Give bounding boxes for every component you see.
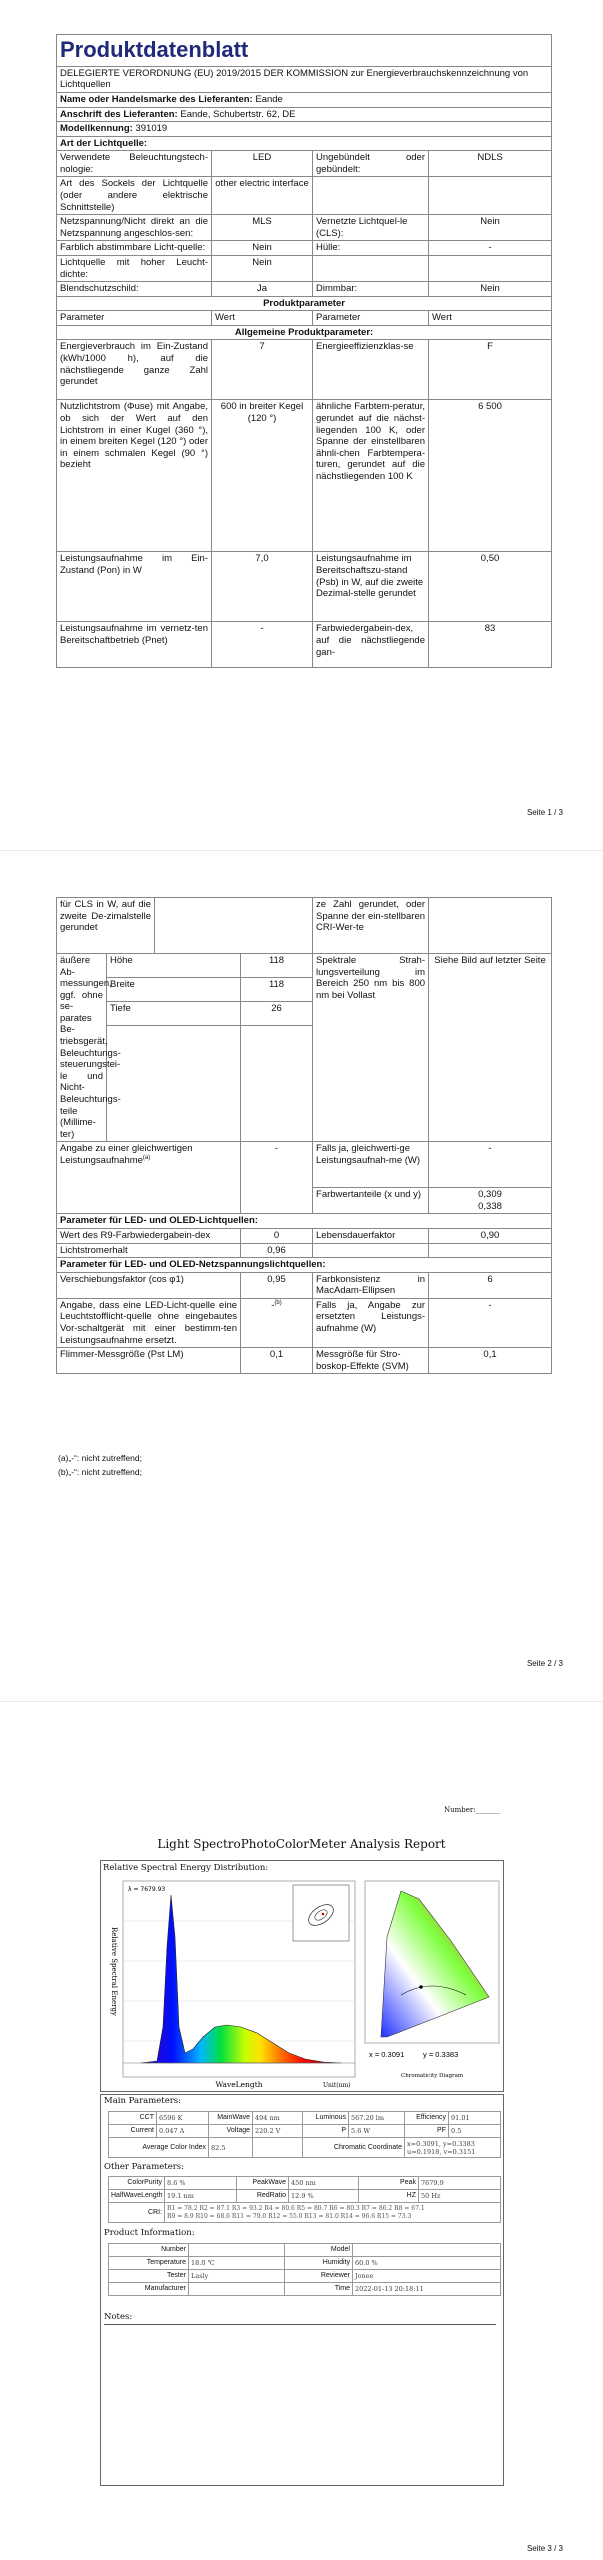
product-info-title: Product Information:	[104, 2228, 195, 2238]
spd-peak-note: λ = 7679.93	[128, 1886, 166, 1893]
spd-title: Relative Spectral Energy Distribution:	[103, 1863, 269, 1873]
page-number: Seite 1 / 3	[526, 808, 563, 817]
table-row: Blendschutzschild: Ja Dimmbar: Nein	[57, 282, 552, 297]
footnotes	[58, 1451, 142, 1480]
spd-y-label: Relative Spectral Energy	[110, 1927, 118, 2016]
mains-params-heading: Parameter für LED- und OLED-Netzspannungslichtquellen:	[57, 1258, 552, 1273]
page-title: Produktdatenblatt	[57, 35, 552, 67]
column-header-row: Parameter Wert Parameter Wert	[57, 311, 552, 326]
page-3	[0, 1702, 603, 2560]
macadam-inset	[293, 1885, 349, 1941]
table-row: Tester Lasly Reviewer Jonee	[109, 2270, 501, 2283]
table-row: Average Color Index 82.5 Chromatic Coordinate x=0.3091, y=0.3383 u=0.1918, v=0.3151	[109, 2138, 501, 2158]
table-row: Art des Sockels der Lichtquelle (oder andere elektrische Schnittstelle) other electric interface	[57, 177, 552, 215]
table-row: HalfWaveLength 19.1 nm RedRatio 12.9 % HZ 50 Hz	[109, 2190, 501, 2203]
table-row: äußere Ab-messungen, ggf. ohne se-parates Be-triebsgerät, Beleuchtungs-steuerungstei-le und Nicht-Beleuchtungs-teile (Millime-ter) Höhe 118 Spektrale Strah-lungsverteilung im Bereich 250 nm bis 800 nm bei Vollast Siehe Bild auf letzter Seite	[57, 954, 552, 978]
datasheet-table-p2	[56, 897, 552, 1374]
spd-panel	[100, 1860, 504, 2092]
table-row: Verwendete Beleuchtungstech-nologie: LED Ungebündelt oder gebündelt: NDLS	[57, 151, 552, 177]
table-row: Flimmer-Messgröße (Pst LM) 0,1 Messgröße für Stro-boskop-Effekte (SVM) 0,1	[57, 1348, 552, 1374]
page-number: Seite 2 / 3	[526, 1659, 563, 1668]
table-row: Lichtquelle mit hoher Leucht-dichte: Nein	[57, 255, 552, 281]
main-params-title: Main Parameters:	[104, 2096, 182, 2106]
product-params-heading: Produktparameter	[57, 296, 552, 311]
table-row: Lichtstromerhalt 0,96	[57, 1243, 552, 1258]
table-row: Angabe zu einer gleichwertigen Leistungsaufnahme$^{(a)}$ - Falls ja, gleichwerti-ge Leistungsaufnah-me (W) -	[57, 1142, 552, 1188]
spd-x-label: WaveLength	[215, 2080, 263, 2089]
table-row: CCT 6596 K MainWave 494 nm Luminous 567.20 lm Efficiency 91.01	[109, 2112, 501, 2125]
cie-caption: Chromaticity Diagram	[401, 2073, 464, 2079]
other-params-table	[108, 2176, 501, 2223]
footnote-a: (a)„-“: nicht zutreffend;	[58, 1453, 142, 1463]
led-params-heading: Parameter für LED- und OLED-Lichtquellen:	[57, 1214, 552, 1229]
table-row: Temperature 18.0 ℃ Humidity 60.0 %	[109, 2257, 501, 2270]
page-2	[0, 851, 603, 1701]
source-type-heading: Art der Lichtquelle:	[57, 136, 552, 151]
spd-unit: Unit(nm)	[323, 2082, 351, 2089]
report-title: Light SpectroPhotoColorMeter Analysis Report	[157, 1837, 446, 1851]
table-row: Nutzlichtstrom (Φuse) mit Angabe, ob sich der Wert auf den Lichtstrom in einer Kugel (360 °), in einem breiten Kegel (120 °) oder in einem schmalen Kegel (90 °) bezieht 600 in breiter Kegel (120 °) ähnliche Farbtem-peratur, gerundet auf die nächst-liegenden 100 K, oder Spanne der einstellbaren ähnli-chen Farbtempera-turen, gerundet auf die nächstliegenden 100 K 6 500	[57, 400, 552, 552]
table-row: Netzspannung/Nicht direkt an die Netzspannung angeschlos-sen: MLS Vernetzte Lichtquel-le (CLS): Nein	[57, 215, 552, 241]
cie-x-value: x = 0.3091	[369, 2050, 405, 2059]
table-row: Energieverbrauch im Ein-Zustand (kWh/1000 h), auf die nächstliegende ganze Zahl gerundet 7 Energieeffizienzklas-se F	[57, 340, 552, 400]
table-row: Farbwertanteile (x und y) 0,309 0,338	[57, 1188, 552, 1214]
table-row: Leistungsaufnahme im vernetz-ten Bereitschaftbetrieb (Pnet) - Farbwiedergabein-dex, auf die nächstliegende gan- 83	[57, 622, 552, 668]
table-row: Breite 118	[57, 978, 552, 1002]
cie-y-value: y = 0.3383	[423, 2050, 459, 2059]
page-number: Seite 3 / 3	[526, 2544, 563, 2553]
report-number: Number:_______	[444, 1806, 501, 1814]
supplier-row: Name oder Handelsmarke des Lieferanten: Eande	[57, 92, 552, 107]
product-info-table	[108, 2243, 501, 2296]
general-params-heading: Allgemeine Produktparameter:	[57, 325, 552, 340]
table-row: für CLS in W, auf die zweite De-zimalstelle gerundet ze Zahl gerundet, oder Spanne der ein-stellbaren CRI-Wer-te	[57, 898, 552, 954]
table-row: ColorPurity 8.6 % PeakWave 450 nm Peak 7679.9	[109, 2177, 501, 2190]
table-row: Farblich abstimmbare Licht-quelle: Nein Hülle: -	[57, 241, 552, 256]
notes-field: Notes:	[104, 2312, 496, 2325]
footnote-b: (b)„-“: nicht zutreffend;	[58, 1467, 142, 1478]
table-row: Leistungsaufnahme im Ein-Zustand (Pon) in W 7,0 Leistungsaufnahme im Bereitschaftszu-stand (Psb) in W, auf die zweite Dezimal-stelle gerundet 0,50	[57, 552, 552, 622]
table-row: Tiefe 26	[57, 1002, 552, 1026]
dimensions-label: äußere Ab-messungen, ggf. ohne se-parates Be-triebsgerät, Beleuchtungs-steuerungstei-le und Nicht-Beleuchtungs-teile (Millime-ter)	[57, 954, 107, 1142]
table-row: CRI: R1 = 78.2 R2 = 87.1 R3 = 93.2 R4 = 80.6 R5 = 80.7 R6 = 80.3 R7 = 86.2 R8 = 67.1 R9 = 8.9 R10 = 68.6 R11 = 79.0 R12 = 55.0 R13 = 81.0 R14 = 96.6 R15 = 73.3	[109, 2203, 501, 2223]
page-1	[0, 0, 603, 850]
other-params-title: Other Parameters:	[104, 2162, 185, 2172]
table-row: Verschiebungsfaktor (cos φ1) 0,95 Farbkonsistenz in MacAdam-Ellipsen 6	[57, 1272, 552, 1298]
address-row: Anschrift des Lieferanten: Eande, Schubertstr. 62, DE	[57, 107, 552, 122]
table-row: Number Model	[109, 2244, 501, 2257]
table-row: Angabe, dass eine LED-Licht-quelle eine Leuchtstofflicht-quelle ohne eingebautes Vor-schaltgerät mit einer bestimm-ten Leistungsaufnahme ersetzt. -$^{(b)}$ Falls ja, Angabe zur ersetzten Leistungs-aufnahme (W) -	[57, 1298, 552, 1347]
model-row: Modellkennung: 391019	[57, 122, 552, 137]
table-row: Current 0.047 A Voltage 220.2 V P 5.6 W PF 0.5	[109, 2125, 501, 2138]
regulation-subtitle: DELEGIERTE VERORDNUNG (EU) 2019/2015 DER KOMMISSION zur Energieverbrauchskennzeichnung von Lichtquellen	[57, 66, 552, 92]
table-row: Wert des R9-Farbwiedergabein-dex 0 Lebensdauerfaktor 0,90	[57, 1228, 552, 1243]
datasheet-table-p1	[56, 34, 552, 668]
main-params-table	[108, 2111, 501, 2158]
table-row: Manufacturer Time 2022-01-13 20:18:11	[109, 2283, 501, 2296]
spd-graphic	[101, 1877, 503, 2091]
